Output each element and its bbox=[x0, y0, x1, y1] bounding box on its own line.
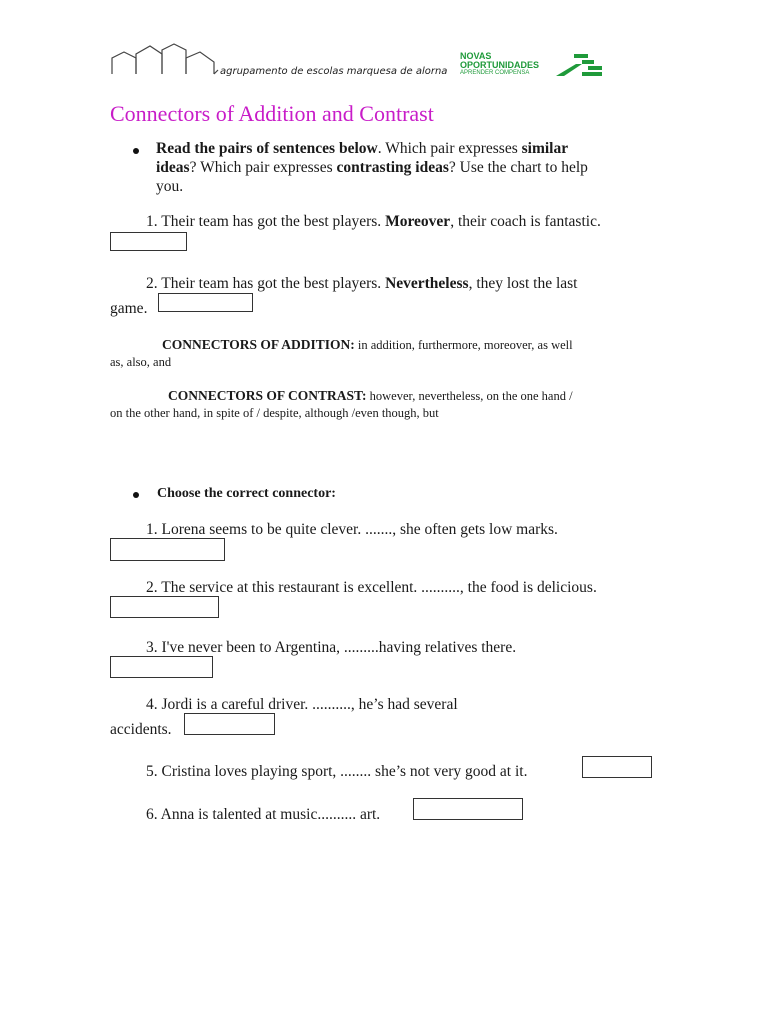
exercise-item-4 bbox=[146, 695, 458, 714]
contrast-list: however, nevertheless, on the one hand / bbox=[366, 389, 573, 403]
contrast-label: CONNECTORS OF CONTRAST: bbox=[168, 388, 367, 403]
sentence-number: 2. bbox=[146, 275, 158, 292]
answer-box-6[interactable] bbox=[413, 798, 523, 820]
instruction-bold-3: ideas bbox=[156, 159, 190, 176]
addition-list: in addition, furthermore, moreover, as well bbox=[354, 338, 573, 352]
instruction-text-1: . Which pair expresses bbox=[377, 140, 522, 157]
item-text: Cristina loves playing sport, ........ she’s not very good at it. bbox=[161, 763, 528, 780]
logo-line2: OPORTUNIDADES bbox=[460, 60, 540, 70]
instruction-section2 bbox=[157, 485, 336, 502]
connectors-addition bbox=[110, 336, 660, 371]
contrast-list-cont: on the other hand, in spite of / despite, although /even though, but bbox=[110, 406, 439, 420]
instruction-section1 bbox=[156, 139, 656, 196]
answer-box-example-2[interactable] bbox=[158, 293, 253, 312]
item-number: 5. bbox=[146, 763, 158, 780]
sentence-text: Their team has got the best players. bbox=[161, 213, 386, 230]
connectors-contrast bbox=[110, 387, 670, 422]
item-number: 6. bbox=[146, 806, 158, 823]
item-text: Jordi is a careful driver. .........., he’s had several bbox=[161, 696, 458, 713]
logo-graphic-icon bbox=[552, 52, 604, 80]
example-sentence-2 bbox=[146, 274, 577, 293]
bullet-icon bbox=[133, 148, 139, 154]
addition-label: CONNECTORS OF ADDITION: bbox=[162, 337, 355, 352]
instruction-text-4: you. bbox=[156, 178, 184, 195]
logo-tagline: APRENDER COMPENSA bbox=[460, 70, 530, 76]
sentence-connector: Nevertheless bbox=[385, 275, 469, 292]
item-text: The service at this restaurant is excellent. .........., the food is delicious. bbox=[161, 579, 597, 596]
exercise-item-3 bbox=[146, 638, 516, 657]
instruction-section2-text: Choose the correct connector: bbox=[157, 486, 336, 501]
example-sentence-2-end: game. bbox=[110, 300, 148, 317]
answer-box-3[interactable] bbox=[110, 656, 213, 678]
addition-list-cont: as, also, and bbox=[110, 355, 172, 369]
item-text: I've never been to Argentina, .........having relatives there. bbox=[161, 639, 517, 656]
instruction-text-3: ? Use the chart to help bbox=[448, 159, 588, 176]
example-sentence-1 bbox=[146, 212, 601, 231]
exercise-item-1 bbox=[146, 520, 558, 539]
sentence-text-after: , their coach is fantastic. bbox=[450, 213, 601, 230]
item-number: 3. bbox=[146, 639, 158, 656]
bullet-icon bbox=[133, 492, 139, 498]
sentence-text: Their team has got the best players. bbox=[161, 275, 386, 292]
exercise-item-2 bbox=[146, 578, 597, 597]
instruction-bold-4: contrasting ideas bbox=[336, 159, 449, 176]
novas-oportunidades-logo bbox=[460, 52, 606, 86]
page-title: Connectors of Addition and Contrast bbox=[110, 101, 434, 126]
instruction-bold-1: Read the pairs of sentences below bbox=[156, 140, 378, 157]
school-logo bbox=[110, 40, 448, 80]
item-text: Anna is talented at music.......... art. bbox=[160, 806, 381, 823]
answer-box-2[interactable] bbox=[110, 596, 219, 618]
sentence-connector: Moreover bbox=[385, 213, 451, 230]
item-number: 1. bbox=[146, 521, 158, 538]
instruction-text-2: ? Which pair expresses bbox=[189, 159, 337, 176]
instruction-bold-2: similar bbox=[521, 140, 569, 157]
buildings-logo-icon bbox=[110, 40, 220, 80]
exercise-item-5 bbox=[146, 762, 527, 781]
logo-line1: NOVAS bbox=[460, 51, 492, 61]
item-text: Lorena seems to be quite clever. ......., she often gets low marks. bbox=[161, 521, 558, 538]
answer-box-4[interactable] bbox=[184, 713, 275, 735]
exercise-item-6 bbox=[146, 805, 380, 824]
sentence-text-after: , they lost the last bbox=[468, 275, 578, 292]
answer-box-5[interactable] bbox=[582, 756, 652, 778]
item-number: 2. bbox=[146, 579, 158, 596]
sentence-number: 1. bbox=[146, 213, 158, 230]
school-name: agrupamento de escolas marquesa de alorna bbox=[220, 66, 448, 77]
exercise-item-4-end: accidents. bbox=[110, 721, 172, 738]
answer-box-example-1[interactable] bbox=[110, 232, 187, 251]
item-number: 4. bbox=[146, 696, 158, 713]
answer-box-1[interactable] bbox=[110, 538, 225, 561]
